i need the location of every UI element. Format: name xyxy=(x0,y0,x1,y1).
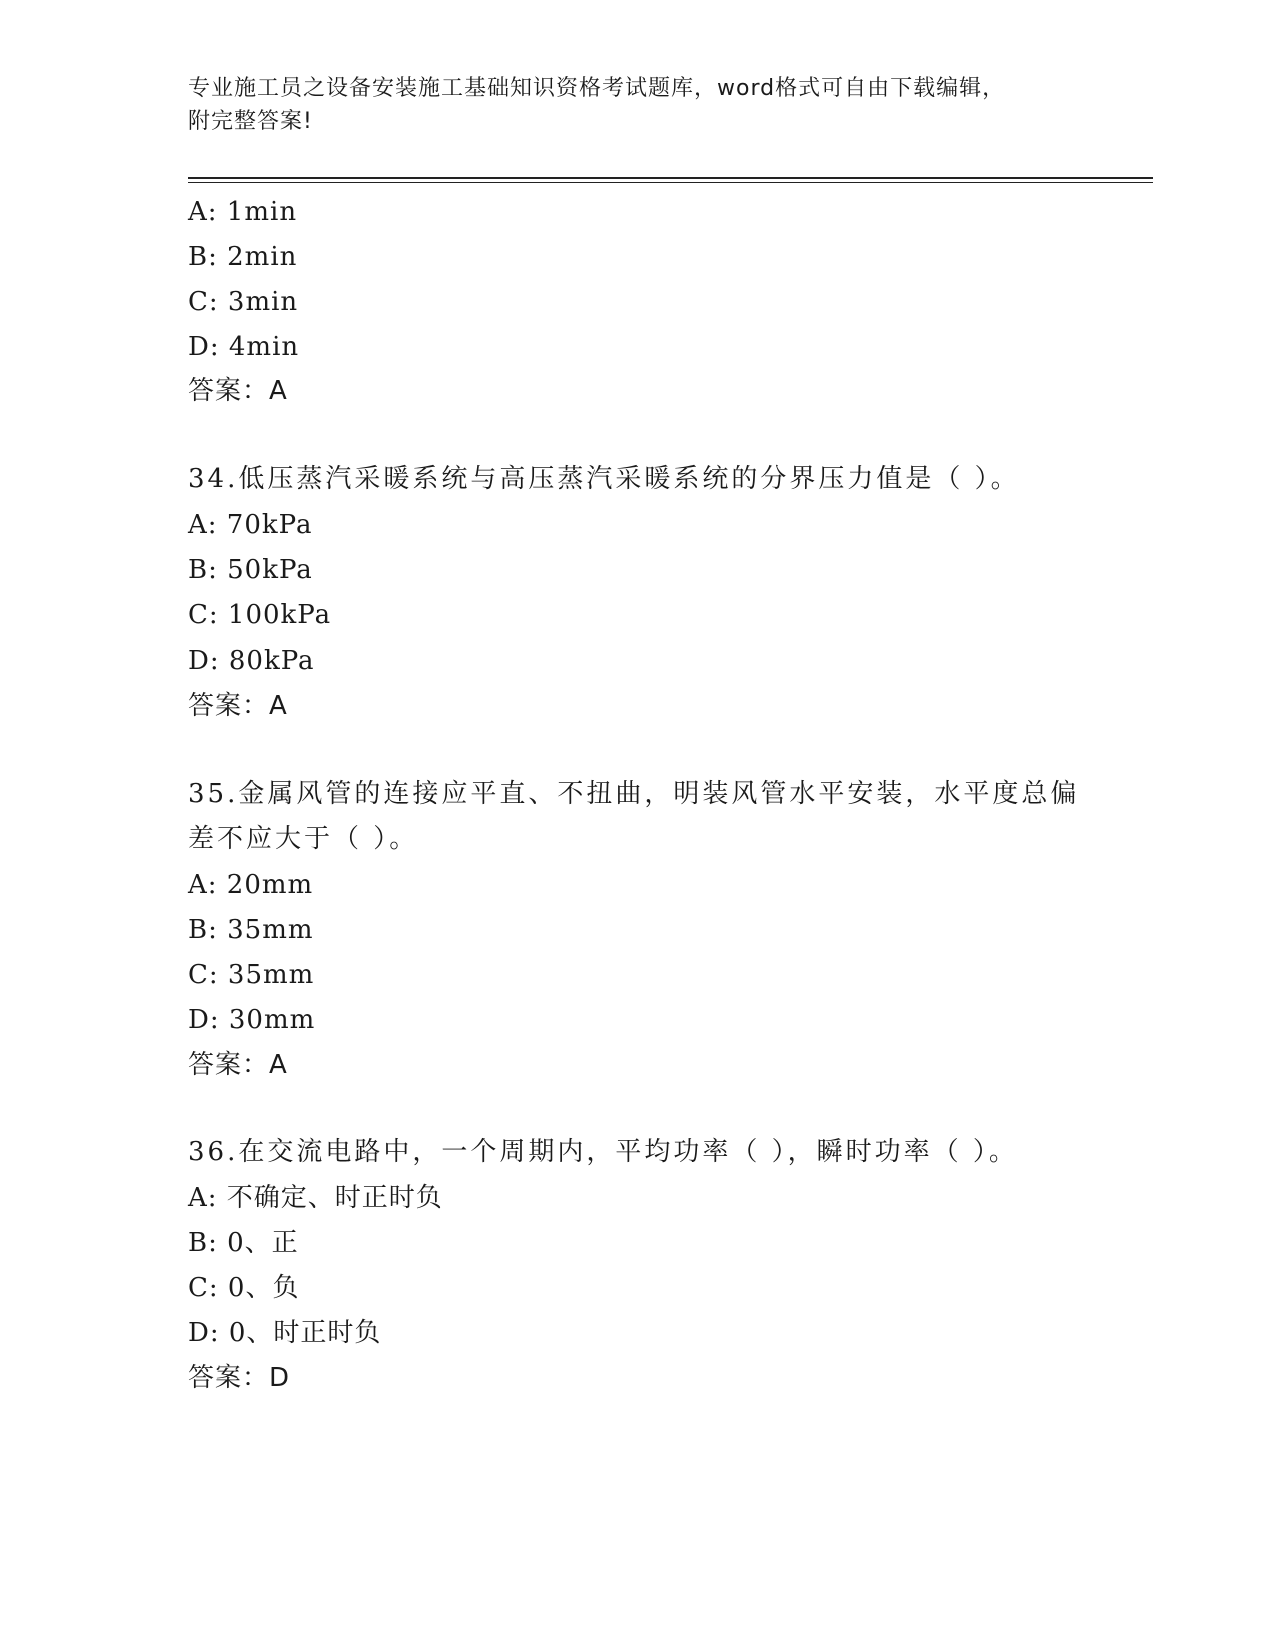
header-line-1: 专业施工员之设备安装施工基础知识资格考试题库，word格式可自由下载编辑， xyxy=(188,76,1006,101)
option-a: A: 1min xyxy=(188,197,298,227)
header-rule-thick xyxy=(188,177,1153,179)
question-stem: 34.低压蒸汽采暖系统与高压蒸汽采暖系统的分界压力值是（ ）。 xyxy=(188,464,1020,494)
answer: 答案：A xyxy=(188,691,288,721)
answer: 答案：D xyxy=(188,1363,291,1393)
option-b: B: 50kPa xyxy=(188,555,313,585)
option-b: B: 2min xyxy=(188,242,298,272)
option-a: A: 20mm xyxy=(188,870,314,900)
option-c: C: 0、负 xyxy=(188,1273,300,1303)
question-stem-line-1: 35.金属风管的连接应平直、不扭曲，明装风管水平安装，水平度总偏 xyxy=(188,779,1080,809)
option-d: D: 80kPa xyxy=(188,646,315,676)
document-header xyxy=(188,72,1068,138)
option-c: C: 3min xyxy=(188,287,299,317)
answer: 答案：A xyxy=(188,1050,288,1080)
option-c: C: 35mm xyxy=(188,960,315,990)
question-stem-line-2: 差不应大于（ ）。 xyxy=(188,824,419,854)
option-b: B: 0、正 xyxy=(188,1228,299,1258)
option-d: D: 0、时正时负 xyxy=(188,1318,382,1348)
answer: 答案：A xyxy=(188,376,288,406)
header-line-2: 附完整答案! xyxy=(188,109,313,134)
question-stem: 36.在交流电路中，一个周期内，平均功率（ ），瞬时功率（ ）。 xyxy=(188,1137,1018,1167)
option-d: D: 4min xyxy=(188,332,300,362)
option-a: A: 70kPa xyxy=(188,510,313,540)
option-a: A: 不确定、时正时负 xyxy=(188,1183,443,1213)
option-c: C: 100kPa xyxy=(188,600,332,630)
header-rule-thin xyxy=(188,182,1153,183)
option-b: B: 35mm xyxy=(188,915,314,945)
option-d: D: 30mm xyxy=(188,1005,316,1035)
